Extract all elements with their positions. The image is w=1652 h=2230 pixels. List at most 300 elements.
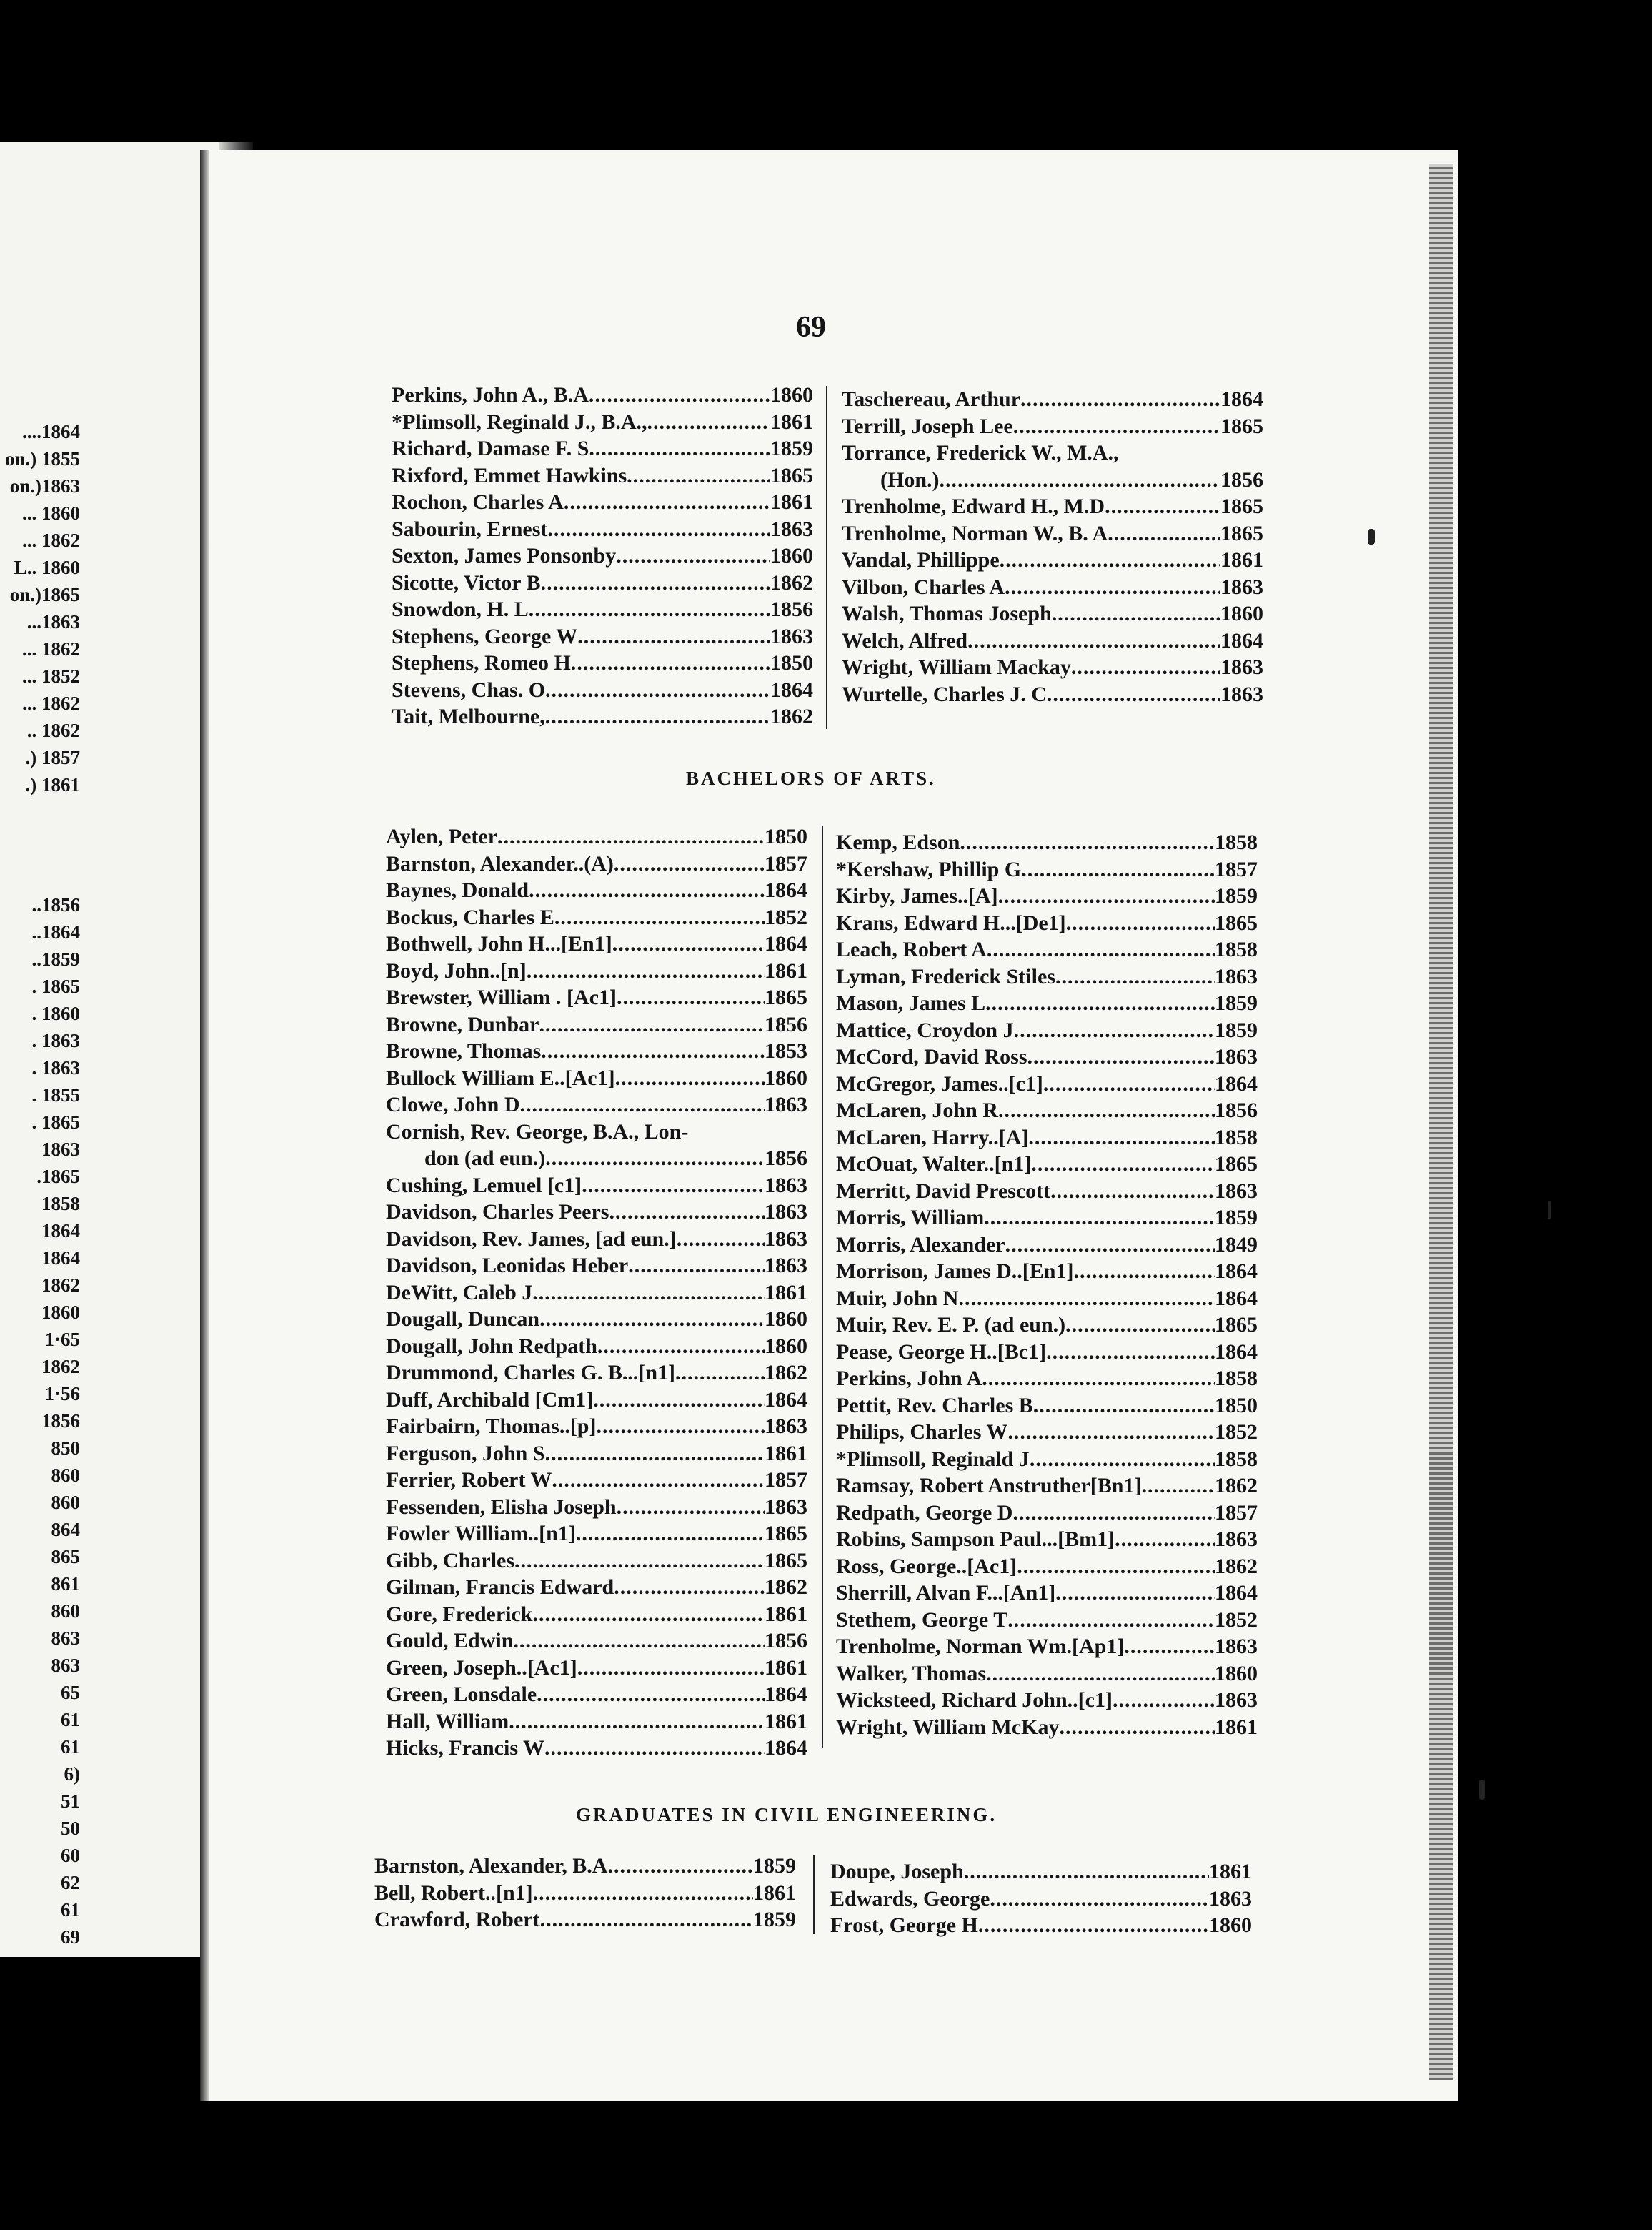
facing-page-text-fragment: 1864: [41, 1247, 80, 1269]
graduate-entry: [386, 1627, 807, 1655]
graduate-entry: [386, 823, 807, 851]
graduation-year: 1860: [1209, 1913, 1252, 1937]
graduate-name: Perkins, John A., B.A: [392, 383, 589, 407]
graduation-year: 1861: [765, 1441, 807, 1465]
graduation-year: 1864: [1215, 1339, 1258, 1364]
leader-dots: [1052, 600, 1220, 628]
graduate-entry: [836, 1714, 1258, 1741]
leader-dots: [541, 570, 770, 597]
graduate-entry: [836, 1339, 1258, 1366]
graduate-name: Rochon, Charles A: [392, 490, 564, 514]
facing-page-text-fragment: ... 1852: [22, 665, 80, 687]
leader-dots: [677, 1226, 765, 1253]
graduation-year: 1857: [765, 1468, 807, 1492]
facing-page-text-fragment: 850: [51, 1437, 80, 1459]
graduate-name: *Plimsoll, Reginald J: [836, 1447, 1030, 1471]
graduate-name: Mason, James L: [836, 991, 986, 1015]
leader-dots: [1043, 1071, 1215, 1098]
graduation-year: 1856: [765, 1146, 807, 1170]
graduate-name: Dougall, Duncan: [386, 1307, 540, 1331]
facing-page-text-fragment: 51: [61, 1790, 80, 1812]
facing-page-text-fragment: . 1860: [31, 1003, 80, 1024]
graduation-year: 1865: [1220, 521, 1263, 545]
graduate-entry: [836, 1687, 1258, 1714]
facing-page-text-fragment: 61: [61, 1899, 80, 1921]
facing-page-text-fragment: . 1863: [31, 1030, 80, 1051]
graduate-entry: [836, 910, 1258, 937]
leader-dots: [540, 1906, 753, 1933]
facing-page-text-fragment: 860: [51, 1492, 80, 1513]
graduation-year: 1864: [765, 932, 807, 956]
graduate-entry: [836, 1071, 1258, 1098]
page-stack-edge: [1429, 164, 1453, 2080]
ce-right-column: [830, 1858, 1252, 1939]
leader-dots: [1124, 1633, 1215, 1660]
facing-page-text-fragment: ... 1860: [22, 502, 80, 524]
leader-dots: [1031, 1151, 1215, 1178]
facing-page-text-fragment: 1·56: [44, 1383, 80, 1404]
leader-dots: [514, 1547, 765, 1575]
leader-dots: [529, 596, 770, 623]
graduate-name: Gore, Frederick: [386, 1602, 533, 1626]
graduate-name: Gibb, Charles: [386, 1548, 515, 1572]
leader-dots: [967, 628, 1220, 655]
graduate-entry: [392, 382, 813, 409]
leader-dots: [1055, 963, 1215, 991]
graduate-entry: [842, 413, 1263, 440]
graduation-year: 1861: [770, 410, 813, 434]
top-left-column: [392, 382, 813, 730]
graduate-entry: [386, 1387, 807, 1414]
leader-dots: [497, 823, 765, 851]
graduation-year: 1861: [765, 1709, 807, 1733]
leader-dots: [545, 1145, 765, 1172]
graduate-entry: [392, 435, 813, 462]
leader-dots: [609, 1199, 765, 1226]
leader-dots: [1000, 547, 1220, 574]
graduate-name: Edwards, George: [830, 1886, 990, 1911]
graduation-year: 1860: [765, 1066, 807, 1090]
graduate-entry: [386, 1065, 807, 1092]
graduation-year: 1860: [770, 383, 813, 407]
graduation-year: 1865: [770, 463, 813, 487]
graduate-entry: [386, 1145, 807, 1172]
graduation-year: 1863: [765, 1093, 807, 1116]
graduation-year: 1859: [1215, 991, 1258, 1015]
leader-dots: [545, 1440, 765, 1467]
graduation-year: 1865: [765, 1548, 807, 1572]
graduate-name: McLaren, Harry..[A]: [836, 1125, 1029, 1149]
graduation-year: 1861: [765, 1655, 807, 1680]
graduation-year: 1864: [765, 878, 807, 902]
graduation-year: 1864: [765, 1683, 807, 1706]
graduation-year: 1860: [765, 1334, 807, 1358]
graduate-name: Welch, Alfred: [842, 628, 968, 653]
facing-page-text-fragment: 65: [61, 1682, 80, 1703]
graduate-entry: [836, 1526, 1258, 1553]
graduate-entry: [836, 883, 1258, 910]
leader-dots: [984, 1204, 1215, 1232]
graduate-entry: [392, 489, 813, 516]
graduate-entry: [386, 984, 807, 1011]
leader-dots: [533, 1880, 753, 1907]
graduate-name: Redpath, George D: [836, 1500, 1013, 1525]
leader-dots: [612, 931, 765, 958]
graduate-name: Green, Lonsdale: [386, 1683, 537, 1706]
graduate-name: *Plimsoll, Reginald J., B.A.,: [392, 410, 647, 434]
leader-dots: [529, 877, 765, 904]
graduate-entry: [386, 1574, 807, 1601]
graduate-entry: [836, 1446, 1258, 1473]
graduate-name: Clowe, John D: [386, 1093, 520, 1116]
graduate-name: Frost, George H: [830, 1913, 978, 1937]
leader-dots: [1066, 910, 1215, 937]
graduation-year: 1858: [1215, 1125, 1258, 1149]
graduate-name: Trenholme, Norman Wm.[Ap1]: [836, 1635, 1125, 1658]
graduate-entry: [392, 703, 813, 730]
graduation-year: 1859: [1215, 884, 1258, 908]
graduation-year: 1863: [1220, 682, 1263, 706]
graduate-entry: [386, 1226, 807, 1253]
leader-dots: [675, 1359, 765, 1387]
graduate-name: Aylen, Peter: [386, 825, 498, 848]
leader-dots: [577, 623, 770, 650]
leader-dots: [1113, 1687, 1215, 1714]
graduation-year: 1858: [1215, 831, 1258, 854]
graduation-year: 1856: [770, 598, 813, 621]
facing-page-text-fragment: ... 1862: [22, 638, 80, 660]
graduate-entry: [392, 596, 813, 623]
graduate-name: Philips, Charles W: [836, 1420, 1008, 1444]
ce-column-divider: [813, 1855, 815, 1934]
graduation-year: 1861: [753, 1880, 796, 1905]
leader-dots: [940, 467, 1221, 494]
leader-dots: [1021, 856, 1215, 883]
graduate-name: Richard, Damase F. S: [392, 437, 589, 460]
graduate-entry: [836, 829, 1258, 856]
leader-dots: [982, 1365, 1215, 1392]
graduation-year: 1863: [770, 517, 813, 541]
graduate-name: Leach, Robert A: [836, 938, 987, 961]
graduate-name: Muir, John N: [836, 1286, 959, 1310]
graduate-name: Stephens, Romeo H: [392, 651, 571, 675]
graduate-entry: [836, 1151, 1258, 1178]
leader-dots: [985, 990, 1215, 1017]
graduation-year: 1859: [753, 1854, 796, 1878]
graduation-year: 1863: [1209, 1886, 1252, 1911]
graduation-year: 1860: [765, 1307, 807, 1331]
leader-dots: [986, 1660, 1215, 1688]
graduate-name: Fessenden, Elisha Joseph: [386, 1495, 617, 1519]
graduate-name: Fowler William..[n1]: [386, 1522, 576, 1545]
bachelors-of-arts-heading: BACHELORS OF ARTS.: [686, 768, 936, 789]
graduate-entry: [842, 467, 1263, 494]
graduation-year: 1865: [1220, 495, 1263, 518]
facing-page-text-fragment: L.. 1860: [14, 557, 80, 578]
graduate-name: Brewster, William . [Ac1]: [386, 986, 617, 1009]
facing-page-text-fragment: . 1865: [31, 976, 80, 997]
graduate-entry: [836, 1633, 1258, 1660]
graduate-name: Hall, William: [386, 1709, 509, 1733]
graduate-entry: [386, 1708, 807, 1735]
facing-page-text-fragment: . 1855: [31, 1084, 80, 1106]
graduate-name: Tait, Melbourne,: [392, 705, 545, 728]
leader-dots: [539, 1011, 765, 1039]
graduate-name: Barnston, Alexander..(A): [386, 851, 614, 876]
graduate-entry: [386, 1199, 807, 1226]
graduation-year: 1863: [1215, 1635, 1258, 1658]
graduate-entry: [842, 681, 1263, 708]
graduate-name: Drummond, Charles G. B...[n1]: [386, 1361, 676, 1384]
graduate-name: Doupe, Joseph: [830, 1860, 964, 1883]
graduate-name: Stevens, Chas. O: [392, 678, 546, 702]
graduate-entry: [386, 851, 807, 878]
graduate-entry: [836, 1258, 1258, 1285]
graduate-entry: [392, 516, 813, 543]
graduation-year: 1852: [1215, 1420, 1258, 1444]
graduation-year: 1856: [1220, 467, 1263, 492]
facing-page-text-fragment: 61: [61, 1709, 80, 1730]
graduation-year: 1858: [1215, 938, 1258, 961]
graduation-year: 1856: [1215, 1099, 1258, 1122]
leader-dots: [990, 1885, 1209, 1913]
graduation-year: 1863: [1215, 1045, 1258, 1069]
graduation-year: 1864: [1215, 1286, 1258, 1310]
graduation-year: 1863: [1215, 1688, 1258, 1712]
graduate-entry: [836, 1472, 1258, 1500]
graduation-year: 1864: [770, 678, 813, 702]
graduate-name: Sexton, James Ponsonby: [392, 544, 617, 568]
graduation-year: 1850: [765, 825, 807, 848]
graduate-entry: [386, 1359, 807, 1387]
graduate-name: Hicks, Francis W: [386, 1736, 544, 1760]
graduation-year: 1860: [1220, 602, 1263, 625]
graduate-entry: [830, 1912, 1252, 1939]
graduate-name: Wright, William Mackay: [842, 655, 1071, 679]
ce-left-column: [374, 1853, 796, 1933]
graduate-name: Terrill, Joseph Lee: [842, 414, 1013, 438]
leader-dots: [1071, 654, 1220, 681]
graduate-entry: [386, 1547, 807, 1575]
graduate-name: Gilman, Francis Edward: [386, 1575, 614, 1599]
graduate-entry: [386, 877, 807, 904]
graduation-year: 1860: [1215, 1661, 1258, 1685]
graduate-name: don (ad eun.): [424, 1146, 546, 1170]
leader-dots: [615, 1065, 765, 1092]
leader-dots: [614, 1574, 765, 1601]
graduate-entry: [836, 1285, 1258, 1312]
leader-dots: [593, 1387, 765, 1414]
leader-dots: [1005, 1232, 1215, 1259]
graduate-name: Ferrier, Robert W: [386, 1468, 552, 1492]
graduate-entry: [386, 1119, 807, 1146]
graduate-name: Stethem, George T: [836, 1607, 1008, 1632]
graduate-name: Davidson, Charles Peers: [386, 1200, 609, 1224]
graduate-entry: [836, 1312, 1258, 1339]
graduation-year: 1865: [1215, 1152, 1258, 1176]
graduation-year: 1861: [765, 958, 807, 983]
graduate-entry: [386, 1467, 807, 1494]
graduate-name: Sicotte, Victor B: [392, 570, 541, 595]
graduate-name: Duff, Archibald [Cm1]: [386, 1387, 594, 1412]
graduation-year: 1857: [765, 851, 807, 876]
graduate-entry: [836, 1500, 1258, 1527]
facing-page-text-fragment: ..1864: [31, 921, 80, 943]
graduate-name: Kirby, James..[A]: [836, 884, 998, 908]
graduate-entry: [830, 1885, 1252, 1913]
ba-right-column: [836, 829, 1258, 1740]
graduate-entry: [842, 547, 1263, 574]
leader-dots: [1028, 1124, 1215, 1151]
top-right-column: [842, 386, 1263, 708]
ink-speck: [1479, 1780, 1485, 1800]
graduate-name: Ross, George..[Ac1]: [836, 1554, 1017, 1578]
graduate-entry: [386, 1252, 807, 1279]
graduate-name: Vilbon, Charles A: [842, 575, 1005, 599]
graduate-entry: [836, 990, 1258, 1017]
graduate-entry: [386, 1011, 807, 1039]
graduation-year: 1859: [770, 437, 813, 460]
facing-page-text-fragment: ...1863: [26, 611, 80, 633]
facing-page-text-fragment: . 1865: [31, 1111, 80, 1133]
leader-dots: [978, 1912, 1209, 1939]
graduate-name: Krans, Edward H...[De1]: [836, 911, 1066, 935]
leader-dots: [533, 1601, 765, 1628]
graduate-entry: [386, 1655, 807, 1682]
graduation-year: 1861: [1209, 1860, 1252, 1883]
graduate-entry: [386, 1091, 807, 1119]
leader-dots: [617, 1494, 765, 1521]
leader-dots: [520, 1091, 765, 1119]
graduate-name: Kemp, Edson: [836, 831, 960, 854]
graduate-entry: [842, 628, 1263, 655]
graduate-entry: [392, 542, 813, 570]
graduate-name: Taschereau, Arthur: [842, 387, 1021, 411]
leader-dots: [1007, 1607, 1215, 1634]
graduation-year: 1863: [1220, 575, 1263, 599]
graduate-entry: [836, 1232, 1258, 1259]
graduate-name: Gould, Edwin: [386, 1629, 514, 1652]
graduation-year: 1861: [765, 1602, 807, 1626]
graduate-name: Davidson, Rev. James, [ad eun.]: [386, 1226, 677, 1251]
graduate-name: Morris, William: [836, 1206, 985, 1229]
graduation-year: 1862: [765, 1575, 807, 1599]
facing-page-text-fragment: 69: [61, 1926, 80, 1948]
leader-dots: [1007, 1419, 1215, 1446]
graduation-year: 1863: [765, 1226, 807, 1251]
graduation-year: 1862: [770, 705, 813, 728]
graduate-name: Bell, Robert..[n1]: [374, 1880, 533, 1905]
graduate-entry: [386, 1681, 807, 1708]
graduate-entry: [386, 958, 807, 985]
leader-dots: [998, 1097, 1215, 1124]
graduation-year: 1853: [765, 1039, 807, 1063]
graduation-year: 1861: [1215, 1715, 1258, 1739]
leader-dots: [1030, 1446, 1215, 1473]
graduate-name: Muir, Rev. E. P. (ad eun.): [836, 1313, 1066, 1337]
graduate-name: Mattice, Croydon J: [836, 1018, 1014, 1042]
graduation-year: 1852: [1215, 1607, 1258, 1632]
leader-dots: [1065, 1312, 1215, 1339]
graduate-name: (Hon.): [880, 467, 940, 492]
facing-page-text-fragment: ..1856: [31, 894, 80, 916]
graduation-year: 1864: [765, 1736, 807, 1760]
leader-dots: [576, 1520, 765, 1547]
graduate-entry: [836, 1660, 1258, 1688]
graduate-entry: [386, 1038, 807, 1065]
leader-dots: [589, 435, 770, 462]
leader-dots: [1012, 1500, 1215, 1527]
facing-page-text-fragment: 61: [61, 1736, 80, 1758]
graduation-year: 1864: [1215, 1581, 1258, 1605]
leader-dots: [564, 489, 770, 516]
facing-page-text-fragment: 1862: [41, 1356, 80, 1377]
graduation-year: 1863: [765, 1173, 807, 1197]
graduate-name: Barnston, Alexander, B.A: [374, 1854, 608, 1878]
graduate-name: Green, Joseph..[Ac1]: [386, 1655, 577, 1680]
graduation-year: 1864: [1215, 1071, 1258, 1096]
graduate-entry: [842, 654, 1263, 681]
graduate-name: Walker, Thomas: [836, 1661, 987, 1685]
leader-dots: [1046, 1339, 1215, 1366]
graduation-year: 1862: [765, 1361, 807, 1384]
graduate-entry: [386, 904, 807, 931]
facing-page-text-fragment: 865: [51, 1546, 80, 1567]
graduate-name: Baynes, Donald: [386, 878, 529, 902]
graduate-entry: [842, 574, 1263, 601]
facing-page-text-fragment: 1862: [41, 1274, 80, 1296]
graduate-entry: [392, 623, 813, 650]
graduate-name: McCord, David Ross: [836, 1045, 1027, 1069]
graduate-name: Rixford, Emmet Hawkins: [392, 463, 627, 487]
graduate-name: Wicksteed, Richard John..[c1]: [836, 1688, 1113, 1712]
graduate-entry: [830, 1858, 1252, 1885]
leader-dots: [539, 1306, 765, 1333]
leader-dots: [1060, 1714, 1215, 1741]
graduate-name: Morris, Alexander: [836, 1232, 1005, 1257]
graduation-year: 1865: [1215, 911, 1258, 935]
graduate-name: Walsh, Thomas Joseph: [842, 602, 1052, 625]
graduation-year: 1864: [765, 1387, 807, 1412]
graduate-name: Browne, Dunbar: [386, 1012, 539, 1036]
top-column-divider: [826, 386, 827, 729]
graduate-name: Lyman, Frederick Stiles: [836, 964, 1055, 988]
page-gutter-shade: [200, 150, 209, 2101]
facing-page-text-fragment: on.)1865: [9, 584, 80, 605]
graduation-year: 1859: [1215, 1018, 1258, 1042]
graduate-entry: [836, 1178, 1258, 1205]
graduate-name: Trenholme, Edward H., M.D: [842, 495, 1105, 518]
graduate-entry: [836, 936, 1258, 963]
graduation-year: 1856: [765, 1012, 807, 1036]
graduate-name: Bothwell, John H...[En1]: [386, 932, 612, 956]
graduation-year: 1863: [765, 1495, 807, 1519]
leader-dots: [1017, 1553, 1215, 1580]
graduate-name: Snowdon, H. L: [392, 598, 529, 621]
graduate-entry: [836, 1017, 1258, 1044]
leader-dots: [541, 1038, 765, 1065]
graduate-entry: [392, 677, 813, 704]
leader-dots: [1005, 574, 1220, 601]
leader-dots: [1108, 520, 1220, 547]
graduation-year: 1858: [1215, 1447, 1258, 1471]
facing-page-text-fragment: 860: [51, 1600, 80, 1622]
facing-page-text-fragment: ... 1862: [22, 530, 80, 551]
graduate-entry: [842, 520, 1263, 547]
facing-page-text-fragment: 861: [51, 1573, 80, 1595]
graduation-year: 1865: [765, 986, 807, 1009]
graduation-year: 1863: [765, 1254, 807, 1277]
